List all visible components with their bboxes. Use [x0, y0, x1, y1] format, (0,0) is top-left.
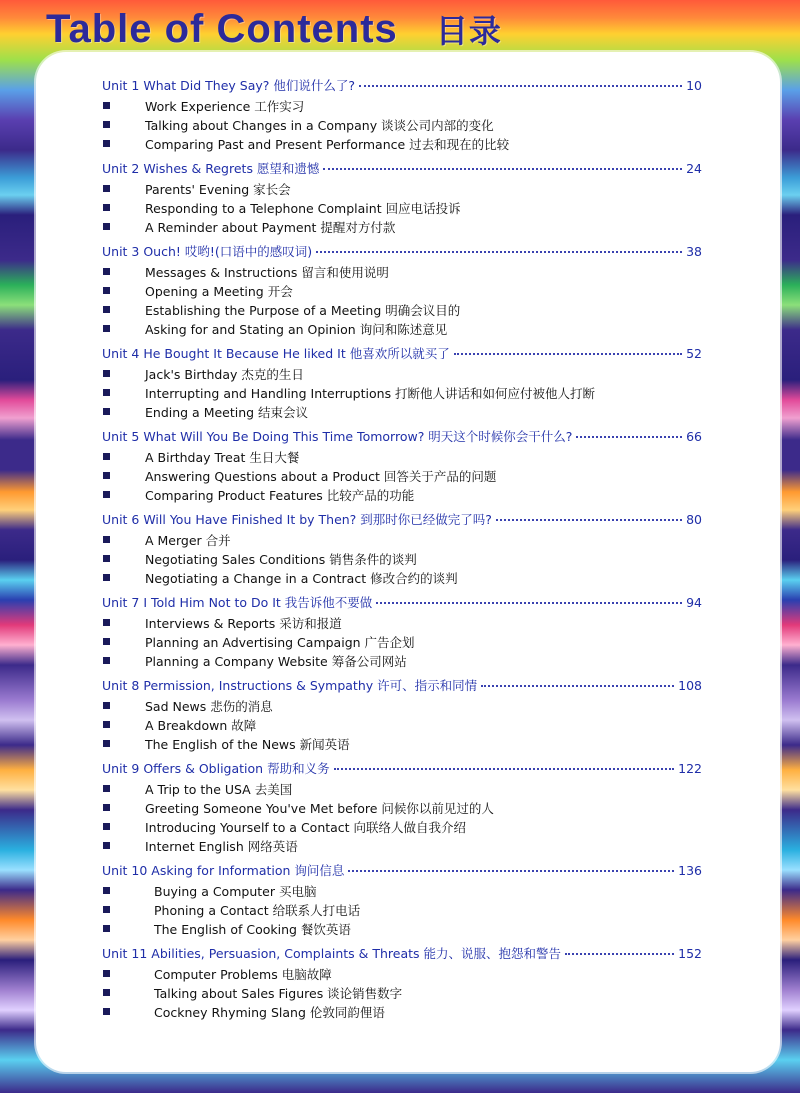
lesson-item[interactable] [102, 919, 702, 938]
unit-title: Unit 3 Ouch! 哎哟!(口语中的感叹词) [102, 244, 313, 259]
square-bullet-icon [103, 306, 110, 313]
unit-title: Unit 7 I Told Him Not to Do It 我告诉他不要做 [102, 595, 373, 610]
unit-page-number: 122 [678, 761, 702, 776]
toc-unit [102, 242, 702, 338]
lesson-item[interactable] [102, 485, 702, 504]
lesson-item[interactable] [102, 964, 702, 983]
dot-leader [323, 168, 682, 170]
square-bullet-icon [103, 555, 110, 562]
lesson-title: A Trip to the USA 去美国 [145, 781, 293, 797]
toc-unit [102, 861, 702, 938]
lesson-title: A Breakdown 故障 [145, 717, 257, 733]
lesson-item[interactable] [102, 568, 702, 587]
square-bullet-icon [103, 408, 110, 415]
page-title-en: Table of Contents [46, 7, 398, 51]
dot-leader [359, 85, 682, 87]
square-bullet-icon [103, 989, 110, 996]
square-bullet-icon [103, 638, 110, 645]
square-bullet-icon [103, 619, 110, 626]
lesson-title: Work Experience 工作实习 [145, 98, 305, 114]
square-bullet-icon [103, 925, 110, 932]
square-bullet-icon [103, 536, 110, 543]
square-bullet-icon [103, 223, 110, 230]
toc-unit [102, 944, 702, 1021]
lesson-item[interactable] [102, 530, 702, 549]
unit-title: Unit 10 Asking for Information 询问信息 [102, 863, 345, 878]
dot-leader [454, 353, 682, 355]
square-bullet-icon [103, 185, 110, 192]
dot-leader [576, 436, 682, 438]
dot-leader [334, 768, 675, 770]
unit-title: Unit 5 What Will You Be Doing This Time Tomorrow? 明天这个时候你会干什么? [102, 429, 573, 444]
unit-header[interactable] [102, 944, 702, 964]
lesson-title: Cockney Rhyming Slang 伦敦同韵俚语 [154, 1004, 385, 1020]
square-bullet-icon [103, 702, 110, 709]
lesson-item[interactable] [102, 466, 702, 485]
square-bullet-icon [103, 785, 110, 792]
lesson-item[interactable] [102, 319, 702, 338]
lesson-item[interactable] [102, 881, 702, 900]
unit-header[interactable] [102, 510, 702, 530]
lesson-item[interactable] [102, 779, 702, 798]
square-bullet-icon [103, 721, 110, 728]
dot-leader [496, 519, 682, 521]
lesson-item[interactable] [102, 715, 702, 734]
lesson-title: Jack's Birthday 杰克的生日 [145, 366, 304, 382]
lesson-title: Interviews & Reports 采访和报道 [145, 615, 342, 631]
lesson-item[interactable] [102, 217, 702, 236]
lesson-title: Responding to a Telephone Complaint 回应电话投诉 [145, 200, 461, 216]
unit-title: Unit 4 He Bought It Because He liked It 他喜欢所以就买了 [102, 346, 450, 361]
square-bullet-icon [103, 472, 110, 479]
lesson-title: Planning an Advertising Campaign 广告企划 [145, 634, 415, 650]
lesson-title: A Merger 合并 [145, 532, 231, 548]
square-bullet-icon [103, 970, 110, 977]
lesson-item[interactable] [102, 383, 702, 402]
unit-page-number: 136 [678, 863, 702, 878]
lesson-item[interactable] [102, 364, 702, 383]
lesson-item[interactable] [102, 300, 702, 319]
unit-header[interactable] [102, 159, 702, 179]
unit-header[interactable] [102, 676, 702, 696]
lesson-item[interactable] [102, 198, 702, 217]
lesson-title: The English of the News 新闻英语 [145, 736, 350, 752]
square-bullet-icon [103, 906, 110, 913]
unit-page-number: 10 [686, 78, 702, 93]
unit-page-number: 38 [686, 244, 702, 259]
unit-header[interactable] [102, 759, 702, 779]
unit-page-number: 80 [686, 512, 702, 527]
lesson-title: The English of Cooking 餐饮英语 [154, 921, 351, 937]
lesson-title: Computer Problems 电脑故障 [154, 966, 332, 982]
unit-page-number: 24 [686, 161, 702, 176]
toc-unit [102, 759, 702, 855]
page-title [46, 6, 502, 52]
lesson-item[interactable] [102, 696, 702, 715]
square-bullet-icon [103, 140, 110, 147]
square-bullet-icon [103, 804, 110, 811]
toc-unit [102, 76, 702, 153]
unit-page-number: 66 [686, 429, 702, 444]
lesson-title: Negotiating a Change in a Contract 修改合约的谈判 [145, 570, 458, 586]
square-bullet-icon [103, 842, 110, 849]
square-bullet-icon [103, 887, 110, 894]
lesson-title: Establishing the Purpose of a Meeting 明确会议目的 [145, 302, 461, 318]
unit-page-number: 108 [678, 678, 702, 693]
lesson-title: Comparing Past and Present Performance 过去和现在的比较 [145, 136, 510, 152]
lesson-item[interactable] [102, 836, 702, 855]
square-bullet-icon [103, 453, 110, 460]
table-of-contents [102, 76, 702, 1027]
lesson-title: Parents' Evening 家长会 [145, 181, 291, 197]
unit-header[interactable] [102, 242, 702, 262]
lesson-item[interactable] [102, 900, 702, 919]
lesson-item[interactable] [102, 549, 702, 568]
lesson-item[interactable] [102, 447, 702, 466]
unit-header[interactable] [102, 427, 702, 447]
lesson-item[interactable] [102, 281, 702, 300]
unit-header[interactable] [102, 593, 702, 613]
unit-page-number: 94 [686, 595, 702, 610]
lesson-item[interactable] [102, 798, 702, 817]
toc-unit [102, 510, 702, 587]
unit-title: Unit 1 What Did They Say? 他们说什么了? [102, 78, 356, 93]
lesson-item[interactable] [102, 134, 702, 153]
square-bullet-icon [103, 491, 110, 498]
dot-leader [565, 953, 674, 955]
unit-page-number: 152 [678, 946, 702, 961]
lesson-title: Internet English 网络英语 [145, 838, 298, 854]
lesson-title: Buying a Computer 买电脑 [154, 883, 317, 899]
unit-title: Unit 8 Permission, Instructions & Sympathy 许可、指示和同情 [102, 678, 478, 693]
lesson-item[interactable] [102, 983, 702, 1002]
lesson-title: Answering Questions about a Product 回答关于产品的问题 [145, 468, 497, 484]
lesson-item[interactable] [102, 115, 702, 134]
lesson-item[interactable] [102, 734, 702, 753]
square-bullet-icon [103, 325, 110, 332]
lesson-item[interactable] [102, 402, 702, 421]
square-bullet-icon [103, 121, 110, 128]
dot-leader [481, 685, 674, 687]
lesson-item[interactable] [102, 1002, 702, 1021]
lesson-item[interactable] [102, 96, 702, 115]
lesson-title: Interrupting and Handling Interruptions 打断他人讲话和如何应付被他人打断 [145, 385, 596, 401]
toc-unit [102, 344, 702, 421]
lesson-title: Planning a Company Website 筹备公司网站 [145, 653, 407, 669]
unit-header[interactable] [102, 344, 702, 364]
unit-header[interactable] [102, 861, 702, 881]
toc-unit [102, 593, 702, 670]
toc-unit [102, 159, 702, 236]
dot-leader [376, 602, 682, 604]
dot-leader [348, 870, 674, 872]
page-title-zh: 目录 [435, 13, 502, 49]
dot-leader [316, 251, 682, 253]
lesson-title: Asking for and Stating an Opinion 询问和陈述意见 [145, 321, 448, 337]
lesson-title: Messages & Instructions 留言和使用说明 [145, 264, 389, 280]
lesson-item[interactable] [102, 262, 702, 281]
lesson-item[interactable] [102, 651, 702, 670]
lesson-title: Phoning a Contact 给联系人打电话 [154, 902, 361, 918]
lesson-title: Talking about Sales Figures 谈论销售数字 [154, 985, 403, 1001]
lesson-title: Sad News 悲伤的消息 [145, 698, 273, 714]
lesson-item[interactable] [102, 817, 702, 836]
square-bullet-icon [103, 574, 110, 581]
square-bullet-icon [103, 204, 110, 211]
lesson-item[interactable] [102, 632, 702, 651]
square-bullet-icon [103, 823, 110, 830]
lesson-title: A Birthday Treat 生日大餐 [145, 449, 300, 465]
lesson-title: Introducing Yourself to a Contact 向联络人做自我介绍 [145, 819, 467, 835]
square-bullet-icon [103, 1008, 110, 1015]
square-bullet-icon [103, 389, 110, 396]
lesson-title: Comparing Product Features 比较产品的功能 [145, 487, 415, 503]
square-bullet-icon [103, 102, 110, 109]
lesson-title: Negotiating Sales Conditions 销售条件的谈判 [145, 551, 417, 567]
square-bullet-icon [103, 740, 110, 747]
lesson-title: Ending a Meeting 结束会议 [145, 404, 309, 420]
square-bullet-icon [103, 287, 110, 294]
lesson-item[interactable] [102, 613, 702, 632]
lesson-title: Opening a Meeting 开会 [145, 283, 293, 299]
square-bullet-icon [103, 657, 110, 664]
unit-header[interactable] [102, 76, 702, 96]
lesson-title: A Reminder about Payment 提醒对方付款 [145, 219, 396, 235]
toc-unit [102, 427, 702, 504]
square-bullet-icon [103, 370, 110, 377]
lesson-title: Greeting Someone You've Met before 问候你以前见过的人 [145, 800, 494, 816]
lesson-item[interactable] [102, 179, 702, 198]
toc-unit [102, 676, 702, 753]
square-bullet-icon [103, 268, 110, 275]
unit-page-number: 52 [686, 346, 702, 361]
unit-title: Unit 6 Will You Have Finished It by Then? 到那时你已经做完了吗? [102, 512, 492, 527]
unit-title: Unit 11 Abilities, Persuasion, Complaints & Threats 能力、说服、抱怨和警告 [102, 946, 562, 961]
unit-title: Unit 9 Offers & Obligation 帮助和义务 [102, 761, 330, 776]
unit-title: Unit 2 Wishes & Regrets 愿望和遗憾 [102, 161, 320, 176]
lesson-title: Talking about Changes in a Company 谈谈公司内部的变化 [145, 117, 494, 133]
